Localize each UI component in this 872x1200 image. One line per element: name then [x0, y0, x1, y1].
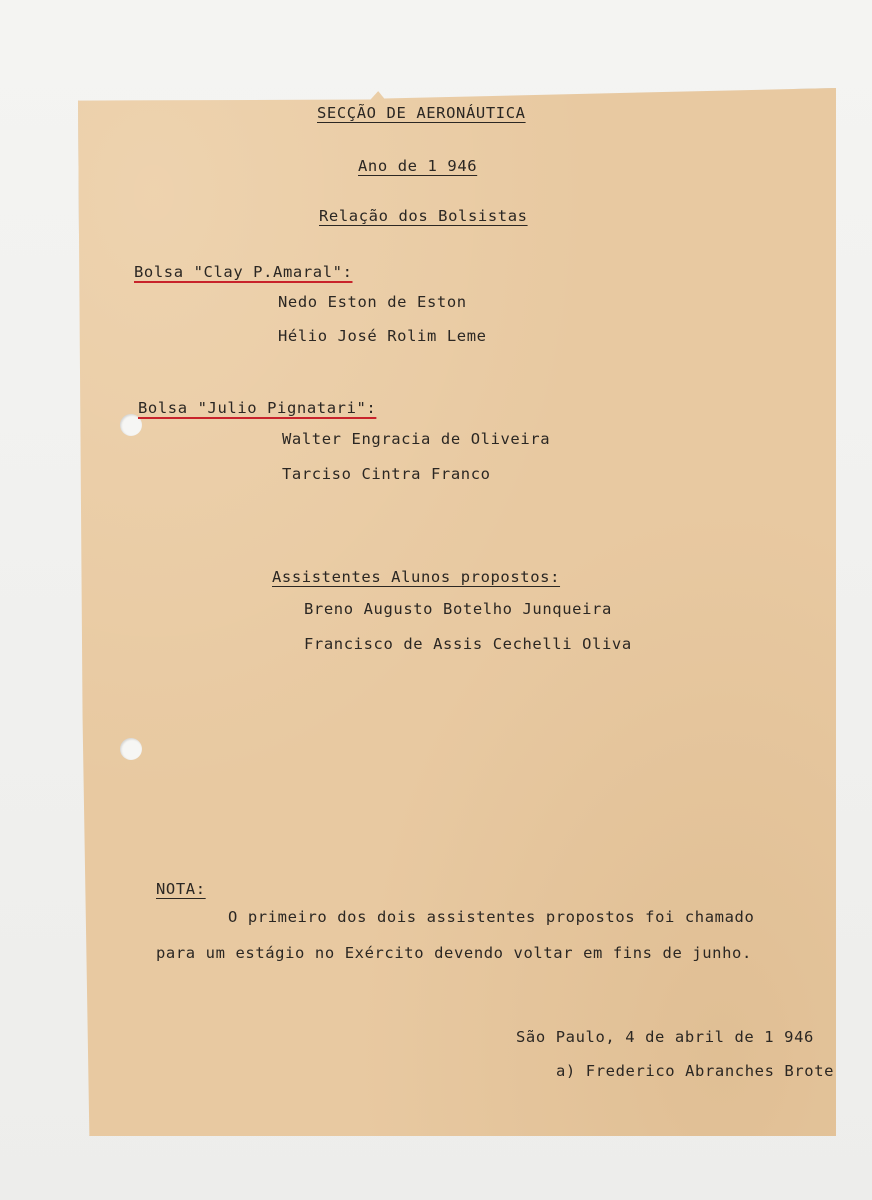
scholar-name: Hélio José Rolim Leme	[278, 327, 487, 345]
note-line: para um estágio no Exército devendo voltar em fins de junho.	[156, 944, 752, 962]
assistant-name: Breno Augusto Botelho Junqueira	[304, 600, 612, 618]
assistant-name: Francisco de Assis Cechelli Oliva	[304, 635, 632, 653]
group-heading-assistants: Assistentes Alunos propostos:	[272, 568, 561, 586]
scholar-name: Tarciso Cintra Franco	[282, 465, 491, 483]
note-line: O primeiro dos dois assistentes propostos foi chamado	[228, 908, 755, 926]
signature-name: a) Frederico Abranches Brote	[556, 1062, 835, 1080]
group-heading-julio-pignatari: Bolsa "Julio Pignatari":	[138, 399, 377, 417]
scholar-name: Walter Engracia de Oliveira	[282, 430, 551, 448]
document-year: Ano de 1 946	[358, 157, 478, 175]
document-title: SECÇÃO DE AERONÁUTICA	[317, 104, 526, 122]
group-heading-clay-amaral: Bolsa "Clay P.Amaral":	[134, 263, 353, 281]
scholar-name: Nedo Eston de Eston	[278, 293, 467, 311]
note-heading: NOTA:	[156, 880, 206, 898]
signature-clip	[78, 88, 848, 1136]
list-title: Relação dos Bolsistas	[319, 207, 528, 225]
place-date: São Paulo, 4 de abril de 1 946	[516, 1028, 814, 1046]
